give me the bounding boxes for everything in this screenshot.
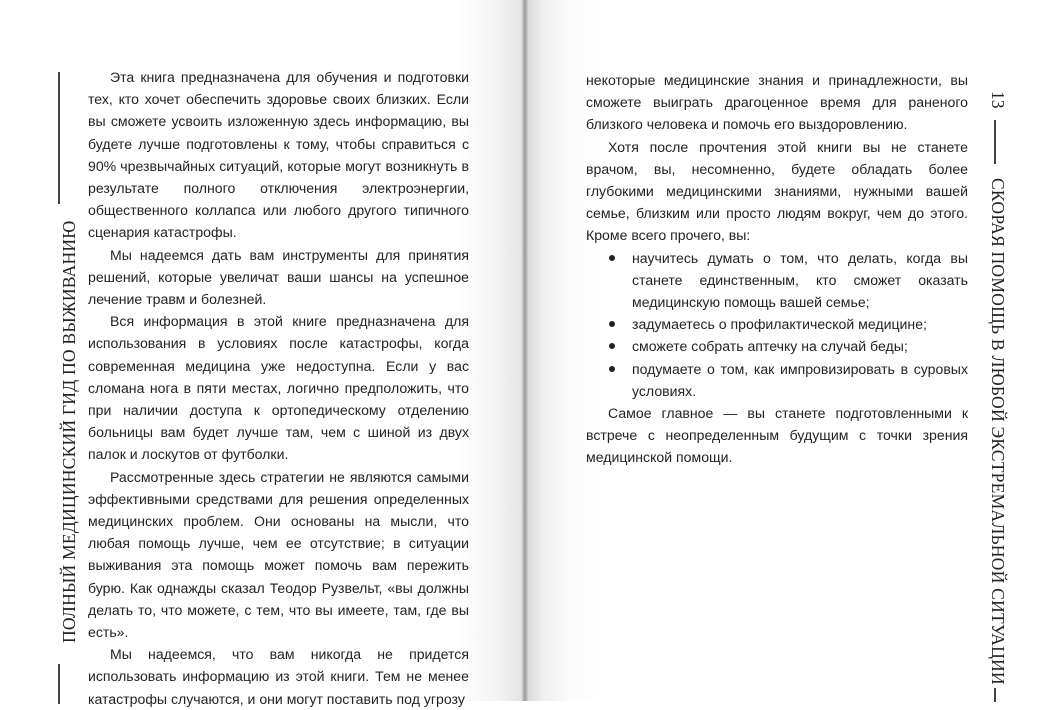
paragraph: Хотя после прочтения этой книги вы не станете врачом, вы, несомненно, будете обладать более глубокими медицинскими знаниями, нужными вашей семье, близким или просто людям вокруг, чем до этого. Кроме всего прочего, вы: <box>586 138 968 244</box>
left-running-head: ПОЛНЫЙ МЕДИЦИНСКИЙ ГИД ПО ВЫЖИВАНИЮ <box>59 220 79 643</box>
right-running-head: СКОРАЯ ПОМОЩЬ В ЛЮБОЙ ЭКСТРЕМАЛЬНОЙ СИТУАЦИИ <box>988 178 1008 685</box>
list-item: сможете собрать аптечку на случай беды; <box>586 335 968 357</box>
right-body-text <box>586 69 968 469</box>
bullet-list <box>586 247 968 402</box>
page-number: 13 <box>988 91 1008 109</box>
list-item: научитесь думать о том, что делать, когда вы станете единственным, кто сможет оказать медицинскую помощь вашей семье; <box>586 247 968 314</box>
book-spine <box>522 0 528 701</box>
list-item: задумаетесь о профилактической медицине; <box>586 313 968 335</box>
paragraph: Рассмотренные здесь стратегии не являются самыми эффективными средствами для решения определенных медицинских проблем. Они основаны на мысли, что любая помощь лучше, чем ее отсутствие; в ситуации выживания эта помощь может помочь вам пережить бурю. Как однажды сказал Теодор Рузвельт, «вы должны делать то, что можете, с тем, что вы имеете, там, где вы есть». <box>88 468 469 641</box>
list-item: подумаете о том, как импровизировать в суровых условиях. <box>586 358 968 402</box>
paragraph: Эта книга предназначена для обучения и подготовки тех, кто хочет обеспечить здоровье своих близких. Если вы сможете усвоить изложенную здесь информацию, вы будете лучше подготовлены к тому, чтобы справиться с 90% чрезвычайных ситуаций, которые могут возникнуть в результате полного отключения электроэнергии, общественного коллапса или любого другого типичного сценария катастрофы. <box>88 69 469 241</box>
left-margin-rule <box>58 664 60 704</box>
paragraph: Мы надеемся, что вам никогда не придется использовать информацию из этой книги. Тем не менее катастрофы случаются, и они могут поставить под угрозу <box>88 646 469 707</box>
left-body-text <box>88 66 469 710</box>
continued-paragraph: некоторые медицинские знания и принадлежности, вы сможете выиграть драгоценное время для раненого близкого человека и помочь его выздоровлению. <box>586 72 968 133</box>
right-margin-rule <box>994 120 996 164</box>
paragraph: Мы надеемся дать вам инструменты для принятия решений, которые увеличат ваши шансы на успешное лечение травм и болезней. <box>88 246 469 308</box>
left-margin-rule <box>58 72 60 204</box>
paragraph: Самое главное — вы станете подготовленными к встрече с неопределенным будущим с точки зрения медицинской помощи. <box>586 405 968 466</box>
right-margin-rule <box>994 688 996 702</box>
paragraph: Вся информация в этой книге предназначена для использования в условиях после катастрофы, когда современная медицина уже недоступна. Если у вас сломана нога в пяти местах, логично предположить, что при наличии доступа к ортопедическому отделению больницы вам будет лучше там, чем с шиной из двух палок и лоскутов от футболки. <box>88 313 469 463</box>
